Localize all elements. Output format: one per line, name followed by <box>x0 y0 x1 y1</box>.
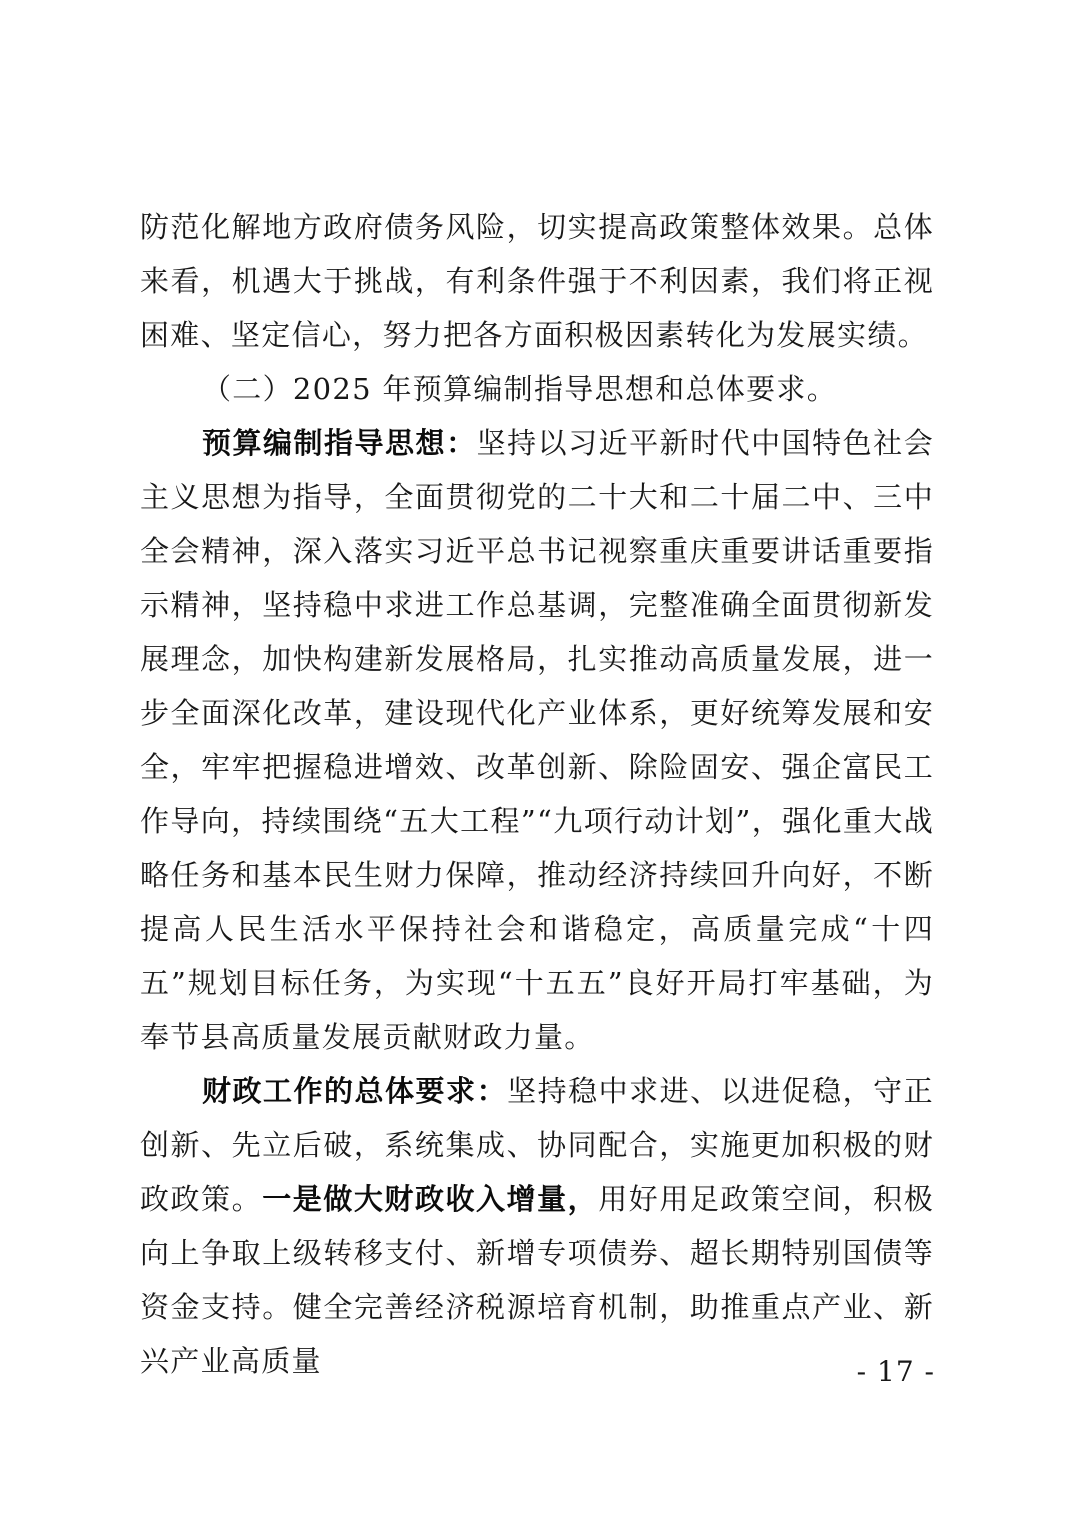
paragraph-text: 坚持稳中求进、以进促稳，守正创新、先立后破，系统集成、协同配合，实施更加积极的财政政策。 <box>140 1074 934 1216</box>
document-body <box>140 200 934 1388</box>
paragraph-text: 防范化解地方政府债务风险，切实提高政策整体效果。总体来看，机遇大于挑战，有利条件强于不利因素，我们将正视困难、坚定信心，努力把各方面积极因素转化为发展实绩。 <box>140 210 934 352</box>
paragraph-guiding-ideology <box>140 416 934 1064</box>
paragraph-lead-label: 预算编制指导思想： <box>202 426 477 460</box>
paragraph-text: 用好用足政策空间，积极向上争取上级转移支付、新增专项债券、超长期特别国债等资金支持。健全完善经济税源培育机制，助推重点产业、新兴产业高质量 <box>140 1182 935 1378</box>
page-number: - 17 - <box>856 1355 935 1388</box>
paragraph-lead-label: 财政工作的总体要求： <box>202 1074 508 1108</box>
paragraph-text: 坚持以习近平新时代中国特色社会主义思想为指导，全面贯彻党的二十大和二十届二中、三中全会精神，深入落实习近平总书记视察重庆重要讲话重要指示精神，坚持稳中求进工作总基调，完整准确全面贯彻新发展理念，加快构建新发展格局，扎实推动高质量发展，进一步全面深化改革，建设现代化产业体系，更好统筹发展和安全，牢牢把握稳进增效、改革创新、除险固安、强企富民工作导向，持续围绕“五大工程”“九项行动计划”，强化重大战略任务和基本民生财力保障，推动经济持续回升向好，不断提高人民生活水平保持社会和谐稳定，高质量完成“十四五”规划目标任务，为实现“十五五”良好开局打牢基础，为奉节县高质量发展贡献财政力量。 <box>140 426 934 1054</box>
paragraph-overall-requirements <box>140 1064 934 1388</box>
paragraph-continuation <box>140 200 934 362</box>
paragraph-emphasis-label: 一是做大财政收入增量， <box>262 1182 599 1216</box>
section-heading-text: （二）2025 年预算编制指导思想和总体要求。 <box>202 372 838 406</box>
section-heading <box>140 362 934 416</box>
